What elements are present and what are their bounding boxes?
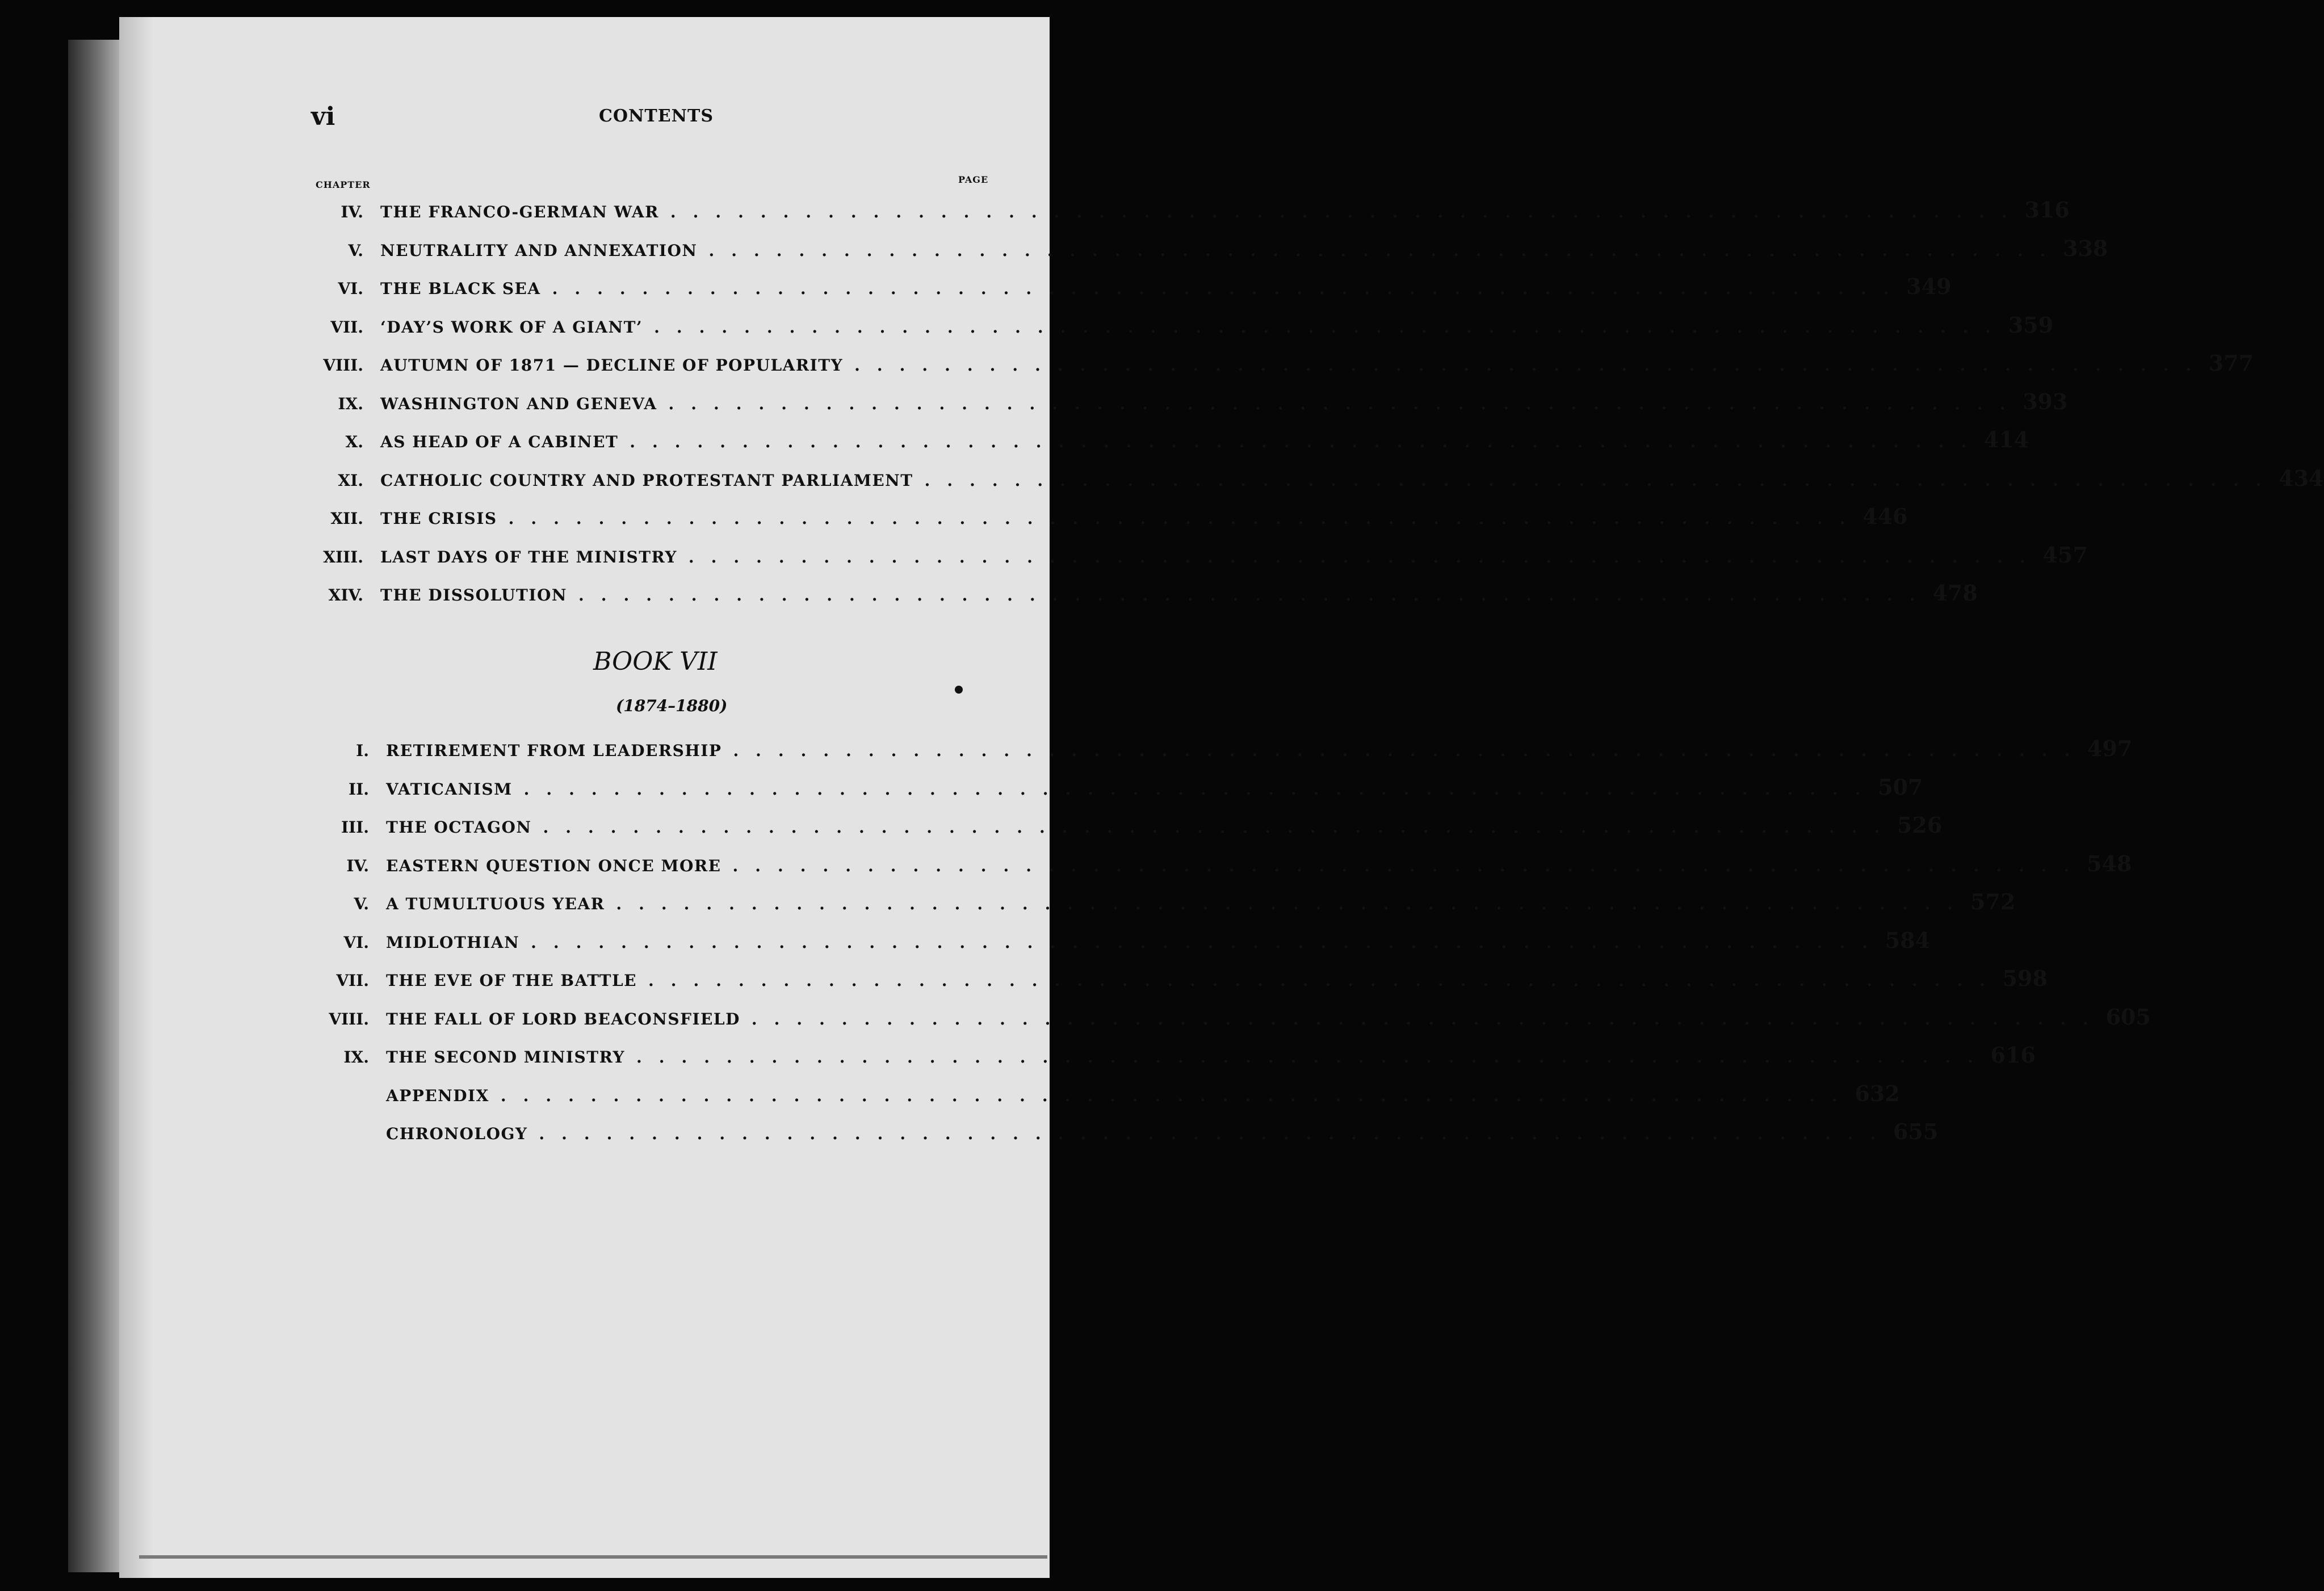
leader-dots: ............................................................: [924, 471, 2279, 490]
chapter-title: CATHOLIC COUNTRY AND PROTESTANT PARLIAMENT: [380, 471, 913, 490]
chapter-number: VI.: [338, 279, 363, 298]
leader-dots: ............................................................: [708, 241, 2063, 260]
contents-entry: [312, 580, 1978, 608]
contents-entry: [318, 1042, 2036, 1071]
page-reference: 349: [1906, 274, 1952, 299]
chapter-title: THE OCTAGON: [386, 818, 532, 837]
page-reference: 338: [2063, 235, 2108, 261]
contents-entry: [312, 541, 2088, 570]
leader-dots: ............................................................: [539, 1124, 1893, 1143]
leader-dots: ............................................................: [732, 856, 2087, 875]
chapter-number: IV.: [346, 856, 369, 875]
chapter-title: AUTUMN OF 1871 — DECLINE OF POPULARITY: [380, 356, 844, 375]
leader-dots: ............................................................: [854, 356, 2208, 375]
chapter-number: V.: [354, 895, 369, 913]
leader-dots: ............................................................: [733, 741, 2087, 760]
chapter-title: THE BLACK SEA: [380, 279, 541, 298]
page-reference: 316: [2024, 197, 2070, 223]
page-reference: 457: [2042, 541, 2088, 568]
leader-dots: ............................................................: [578, 586, 1932, 605]
page-reference: 507: [1878, 774, 1923, 800]
chapter-title: THE EVE OF THE BATTLE: [386, 971, 637, 990]
contents-entry: [318, 1119, 1939, 1147]
leader-dots: ............................................................: [508, 509, 1862, 528]
chapter-number: VII.: [330, 317, 363, 337]
chapter-number: XIV.: [328, 586, 363, 605]
contents-entry: [312, 312, 2054, 341]
page-reference: 632: [1855, 1080, 1900, 1106]
chapter-title: THE FALL OF LORD BEACONSFIELD: [386, 1009, 740, 1029]
contents-entry: [318, 812, 1943, 841]
chapter-title: THE FRANCO-GERMAN WAR: [380, 203, 659, 221]
book-heading: BOOK VII: [593, 647, 718, 676]
contents-entry: [312, 274, 1952, 302]
leader-dots: ............................................................: [654, 317, 2008, 337]
chapter-number: XI.: [338, 471, 363, 490]
page-reference: 446: [1862, 503, 1908, 529]
page-reference: 655: [1893, 1119, 1939, 1144]
leader-dots: ............................................................: [531, 933, 1885, 952]
page-reference: 584: [1885, 927, 1931, 953]
contents-entry: [318, 736, 2133, 764]
contents-entry: [318, 1080, 1900, 1109]
chapter-title: NEUTRALITY AND ANNEXATION: [380, 241, 698, 260]
page-reference: 478: [1932, 580, 1978, 606]
chapter-column-label: CHAPTER: [316, 179, 371, 190]
chapter-number: XIII.: [323, 547, 363, 566]
leader-dots: ............................................................: [636, 1048, 1990, 1067]
contents-entry: [318, 850, 2132, 879]
chapter-title: CHRONOLOGY: [386, 1124, 528, 1143]
page-reference: 572: [1970, 889, 2016, 914]
leader-dots: ............................................................: [500, 1086, 1855, 1105]
chapter-number: IX.: [338, 394, 363, 413]
chapter-number: X.: [345, 433, 363, 451]
chapter-number: VII.: [336, 971, 369, 990]
chapter-number: I.: [356, 741, 369, 760]
chapter-number: IV.: [341, 203, 363, 221]
contents-entry: [312, 427, 2029, 455]
ink-speck: [955, 686, 963, 694]
page-reference: 605: [2105, 1004, 2151, 1030]
book-date-range: (1874–1880): [616, 696, 728, 715]
contents-entry: [318, 965, 2048, 994]
page-reference: 616: [1990, 1042, 2036, 1068]
chapter-number: VIII.: [323, 356, 363, 375]
contents-entry: [318, 1004, 2151, 1032]
chapter-title: WASHINGTON AND GENEVA: [380, 394, 657, 413]
leader-dots: ............................................................: [668, 394, 2023, 413]
contents-entry: [312, 350, 2254, 379]
leader-dots: ............................................................: [751, 1009, 2105, 1029]
contents-entry: [318, 774, 1923, 803]
contents-entry: [318, 889, 2016, 917]
chapter-number: II.: [349, 779, 369, 799]
chapter-title: RETIREMENT FROM LEADERSHIP: [386, 741, 722, 760]
page-reference: 497: [2087, 736, 2133, 761]
chapter-number: IX.: [343, 1048, 369, 1067]
leader-dots: ............................................................: [543, 818, 1897, 837]
page-reference: 598: [2002, 965, 2048, 991]
page-reference: 393: [2023, 388, 2068, 414]
chapter-title: MIDLOTHIAN: [386, 933, 520, 952]
page-column-label: PAGE: [958, 174, 989, 185]
leader-dots: ............................................................: [552, 279, 1906, 298]
page-reference: 377: [2208, 350, 2254, 376]
contents-entry: [312, 465, 2324, 494]
leader-dots: ............................................................: [670, 203, 2024, 221]
chapter-number: VI.: [343, 933, 369, 952]
contents-entry: [312, 197, 2070, 225]
chapter-title: THE DISSOLUTION: [380, 586, 567, 605]
leader-dots: ............................................................: [648, 971, 2002, 990]
contents-entry: [318, 927, 1931, 956]
chapter-number: XII.: [330, 509, 363, 528]
page-reference: 414: [1983, 427, 2029, 452]
leader-dots: ............................................................: [616, 895, 1970, 913]
contents-entry: [312, 503, 1908, 532]
page-reference: 526: [1897, 812, 1943, 838]
page-reference: 434: [2279, 465, 2324, 491]
chapter-title: LAST DAYS OF THE MINISTRY: [380, 547, 677, 566]
chapter-title: AS HEAD OF A CABINET: [380, 433, 619, 451]
chapter-number: VIII.: [329, 1009, 369, 1029]
chapter-number: V.: [348, 241, 363, 260]
leader-dots: ............................................................: [523, 779, 1878, 799]
chapter-title: APPENDIX: [386, 1086, 489, 1105]
leader-dots: ............................................................: [630, 433, 1984, 451]
chapter-title: A TUMULTUOUS YEAR: [386, 895, 605, 913]
page-number: vi: [311, 102, 335, 131]
contents-entry: [312, 235, 2108, 264]
page-reference: 548: [2087, 850, 2132, 876]
contents-entry: [312, 388, 2068, 417]
chapter-title: THE CRISIS: [380, 509, 497, 528]
chapter-title: VATICANISM: [386, 779, 513, 799]
leader-dots: ............................................................: [688, 547, 2042, 566]
chapter-title: THE SECOND MINISTRY: [386, 1048, 625, 1067]
chapter-title: ‘DAY’S WORK OF A GIANT’: [380, 317, 643, 337]
running-head: CONTENTS: [599, 106, 714, 126]
chapter-number: III.: [341, 818, 369, 837]
chapter-title: EASTERN QUESTION ONCE MORE: [386, 856, 721, 875]
page-reference: 359: [2008, 312, 2054, 338]
